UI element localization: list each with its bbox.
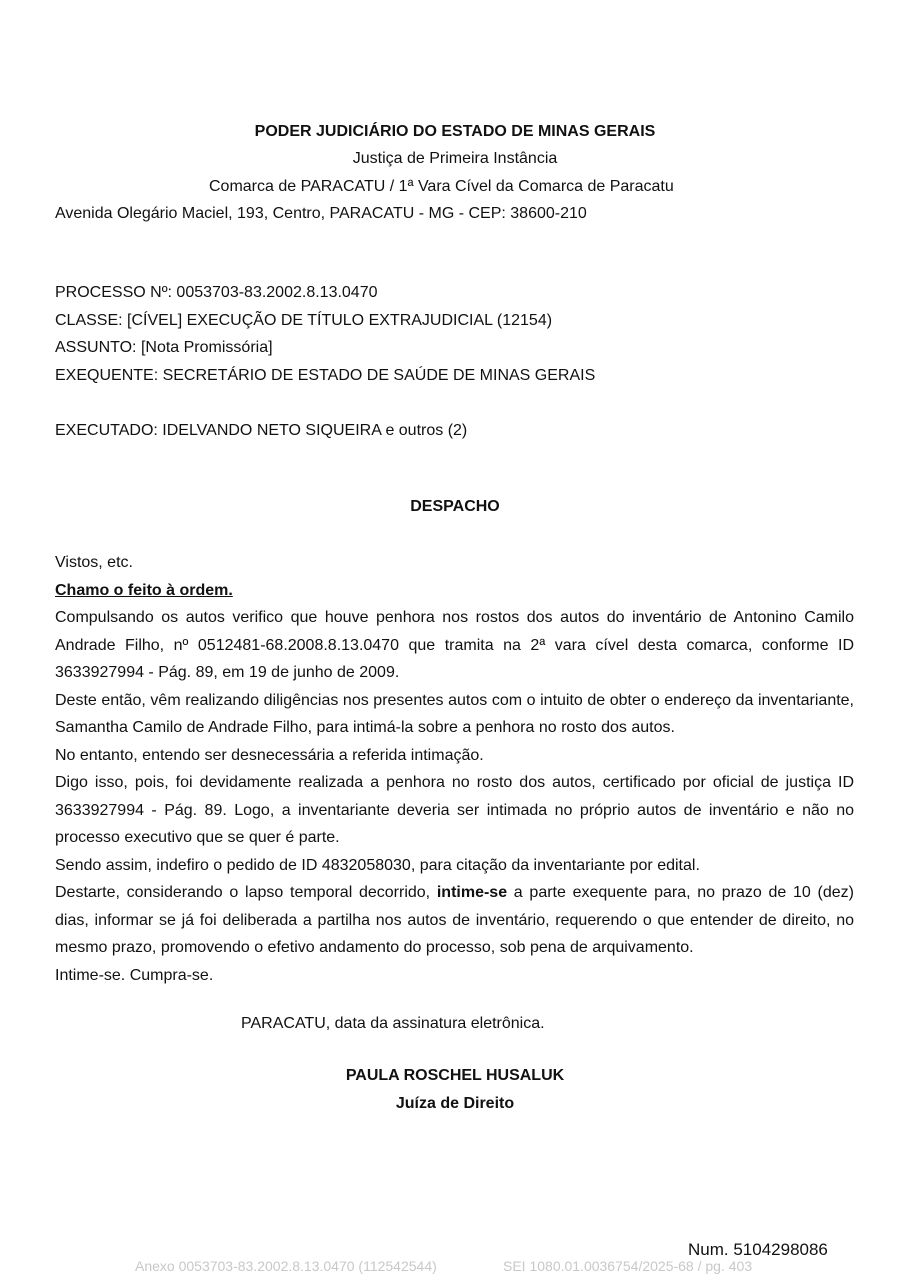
plaintiff: EXEQUENTE: SECRETÁRIO DE ESTADO DE SAÚDE DE MINAS GERAIS	[55, 367, 596, 384]
p6-start: Destarte, considerando o lapso temporal decorrido,	[55, 884, 437, 901]
body-paragraph-7: Intime-se. Cumpra-se.	[55, 966, 214, 984]
p6-bold: intime-se	[436, 884, 508, 901]
body-vistos: Vistos, etc.	[55, 554, 133, 571]
court-header: PODER JUDICIÁRIO DO ESTADO DE MINAS GERAIS	[254, 123, 656, 140]
body-paragraph-6	[55, 879, 854, 962]
case-subject: ASSUNTO: [Nota Promissória]	[55, 339, 273, 356]
case-class: CLASSE: [CÍVEL] EXECUÇÃO DE TÍTULO EXTRAJUDICIAL (12154)	[55, 312, 553, 329]
body-paragraph-2: Deste então, vêm realizando diligências nos presentes autos com o intuito de obter o endereço da inventariante, Samantha Camilo de Andrade Filho, para intimá-la sobre a penhora no rosto dos autos.	[55, 691, 854, 736]
court-address: Avenida Olegário Maciel, 193, Centro, PARACATU - MG - CEP: 38600-210	[55, 205, 587, 222]
place-date: PARACATU, data da assinatura eletrônica.	[241, 1015, 545, 1032]
defendant: EXECUTADO: IDELVANDO NETO SIQUEIRA e outros (2)	[55, 422, 468, 439]
judge-name: PAULA ROSCHEL HUSALUK	[345, 1067, 565, 1084]
body-paragraph-5: Sendo assim, indefiro o pedido de ID 4832058030, para citação da inventariante por edital.	[55, 856, 700, 874]
process-number: PROCESSO Nº: 0053703-83.2002.8.13.0470	[55, 284, 378, 301]
document-number: Num. 5104298086	[688, 1240, 828, 1259]
body-paragraph-1: Compulsando os autos verifico que houve penhora nos rostos dos autos do inventário de Antonino Camilo Andrade Filho, nº 0512481-68.2008.8.13.0470 que tramita na 2ª vara cível desta comarca, conforme ID 3633927994 - Pág. 89, em 19 de junho de 2009.	[55, 609, 854, 681]
body-paragraph-3: No entanto, entendo ser desnecessária a referida intimação.	[55, 746, 484, 764]
sei-watermark: SEI 1080.01.0036754/2025-68 / pg. 403	[503, 1258, 753, 1274]
body-paragraph-4: Digo isso, pois, foi devidamente realizada a penhora no rosto dos autos, certificado por oficial de justiça ID 3633927994 - Pág. 89. Logo, a inventariante deveria ser intimada no próprio autos de inventário e não no processo executivo que se quer é parte.	[55, 774, 854, 846]
comarca-header: Comarca de PARACATU / 1ª Vara Cível da Comarca de Paracatu	[209, 178, 674, 195]
judge-title: Juíza de Direito	[395, 1095, 515, 1112]
document-title: DESPACHO	[410, 498, 500, 515]
document-body	[55, 549, 854, 989]
body-chamo: Chamo o feito à ordem.	[55, 581, 233, 599]
p6-end: a parte exequente para, no prazo de 10 (dez) dias, informar se já foi deliberada a partilha nos autos de inventário, requerendo o que entender de direito, no mesmo prazo, promovendo o efetivo andamento do processo, sob pena de arquivamento.	[55, 884, 854, 956]
instance-header: Justiça de Primeira Instância	[352, 150, 558, 167]
annex-watermark: Anexo 0053703-83.2002.8.13.0470 (112542544)	[135, 1258, 437, 1274]
